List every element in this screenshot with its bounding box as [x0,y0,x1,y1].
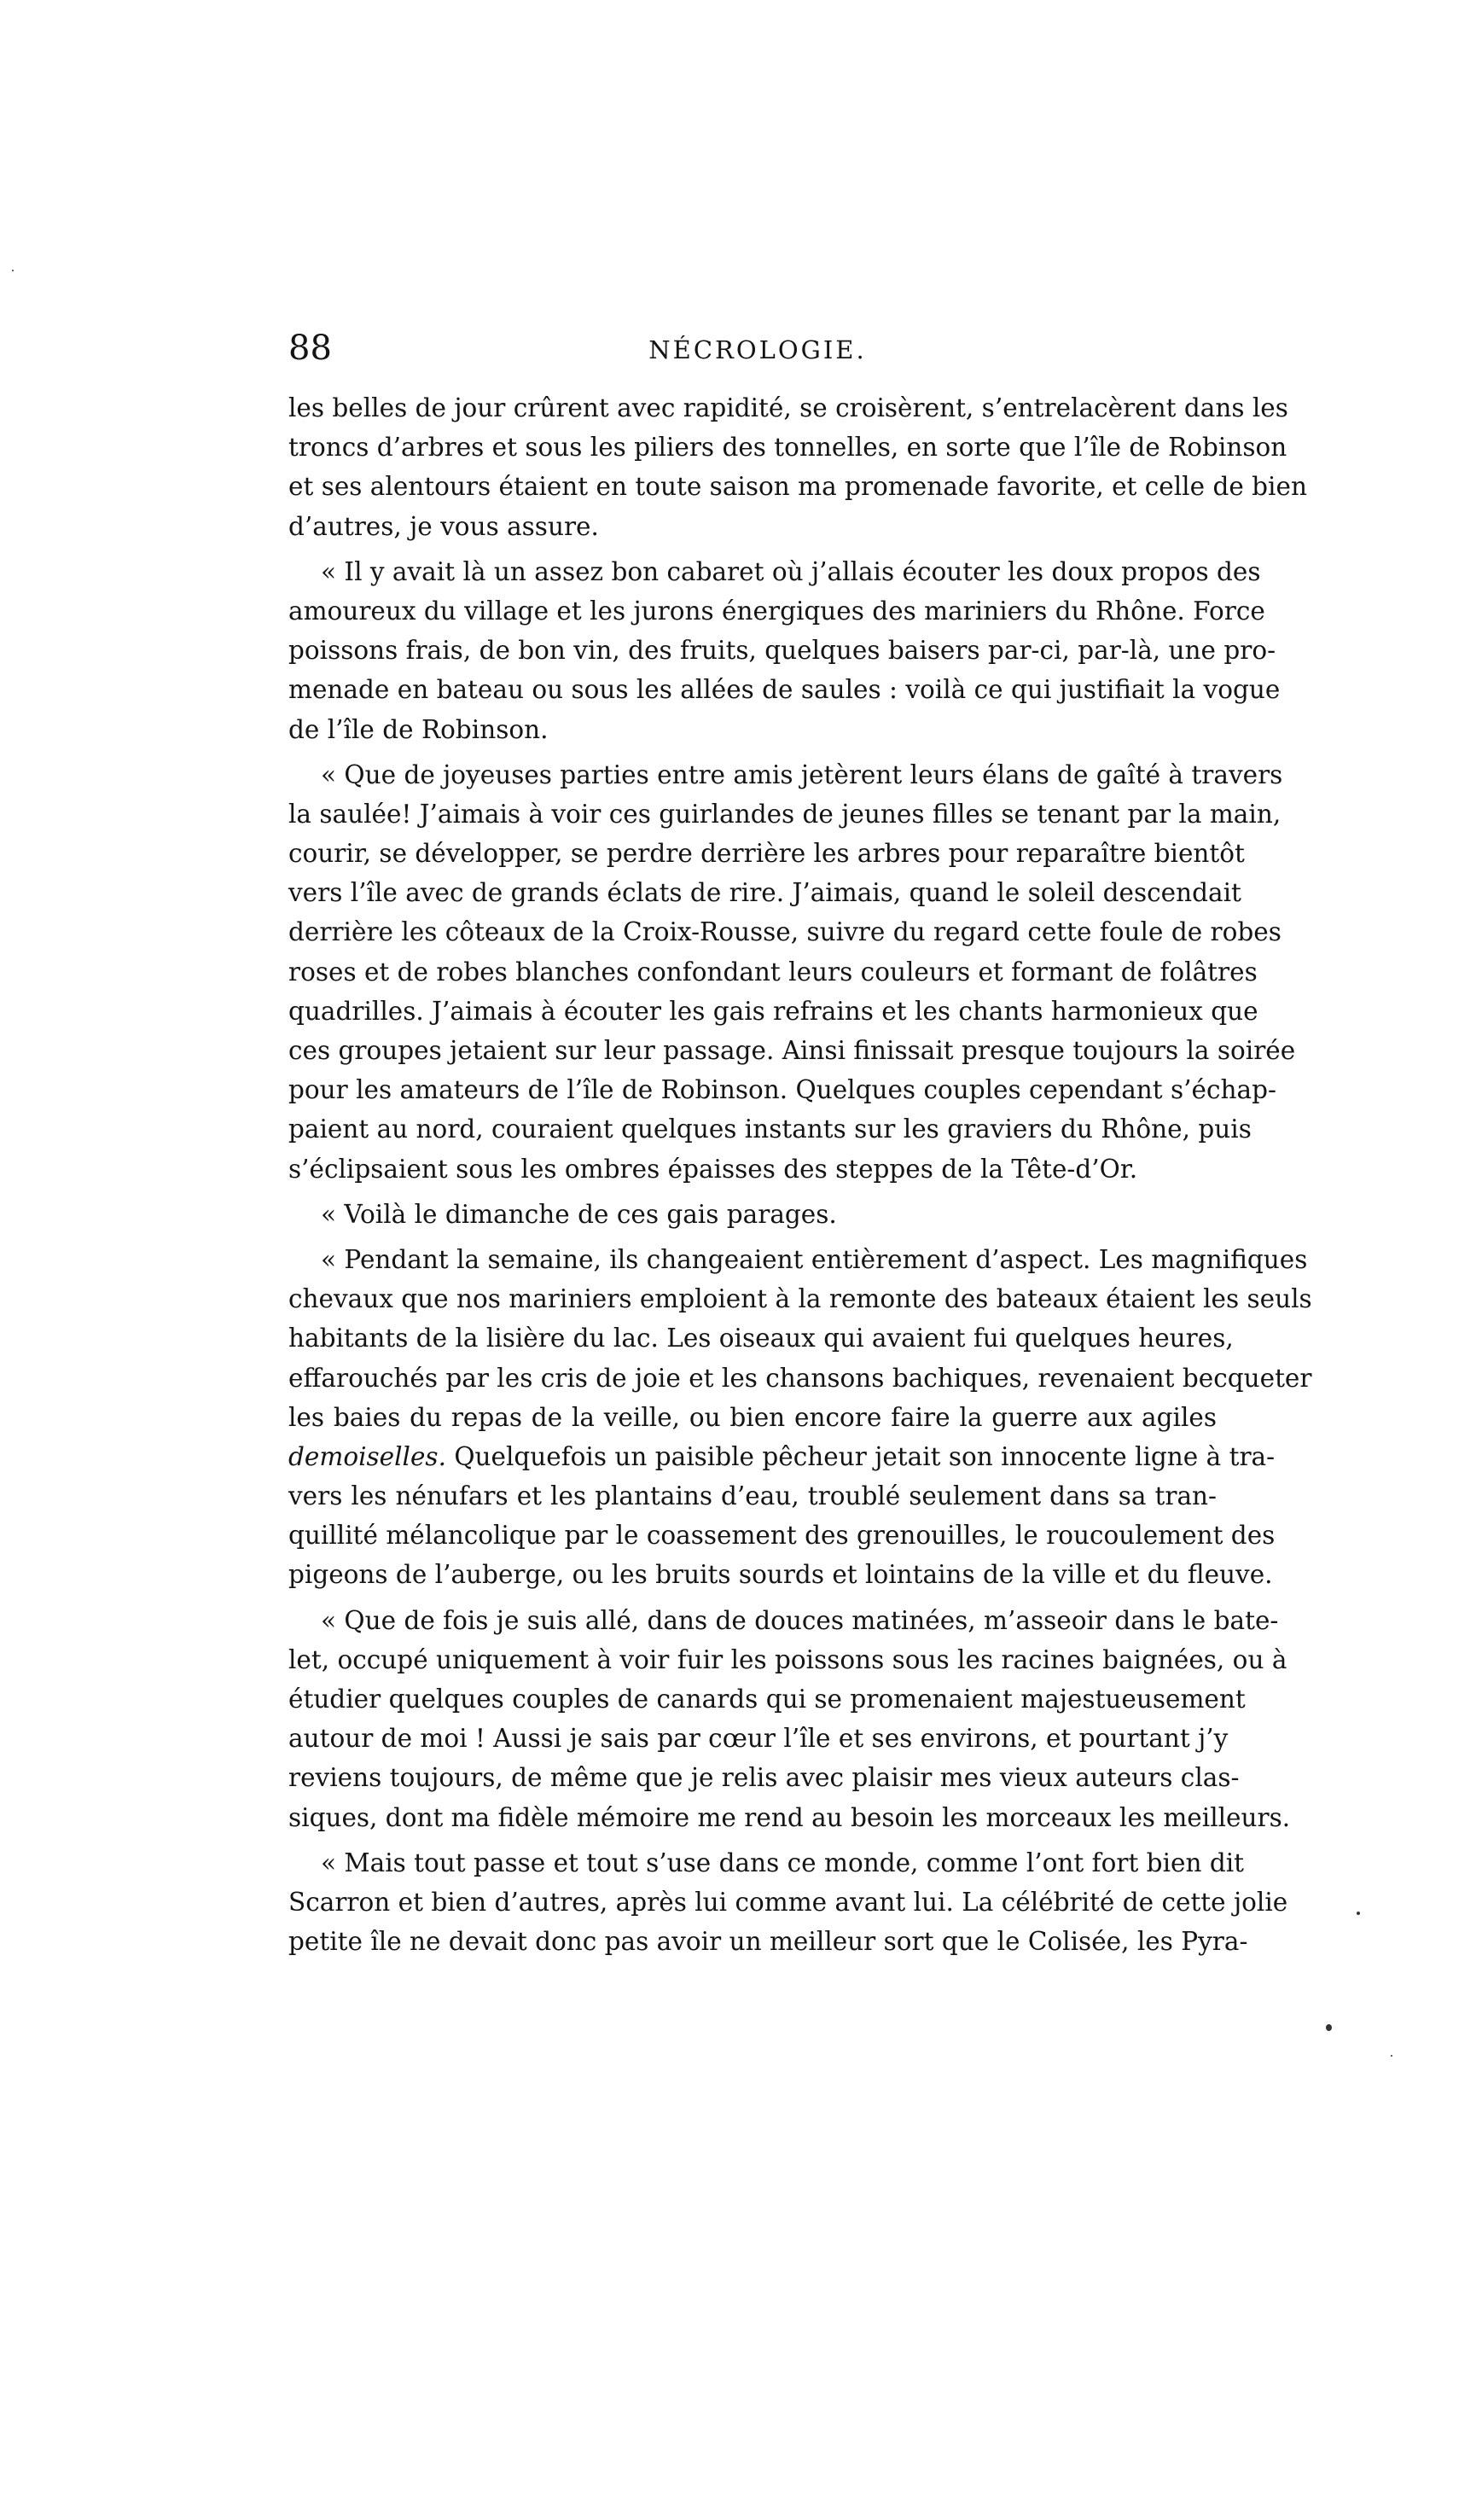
text-line: siques, dont ma fidèle mémoire me rend au besoin les morceaux les meilleurs. [288,1802,1291,1832]
text-line: Scarron et bien d’autres, après lui comme avant lui. La célébrité de cette jolie [288,1887,1288,1917]
text-line: let, occupé uniquement à voir fuir les poissons sous les racines baignées, ou à [288,1644,1287,1674]
text-line: pour les amateurs de l’île de Robinson. Quelques couples cependant s’échap- [288,1075,1276,1105]
italic-word: demoiselles. [288,1441,446,1471]
text-line: « Pendant la semaine, ils changeaient entièrement d’aspect. Les magnifiques [321,1244,1308,1274]
text-line: de l’île de Robinson. [288,714,549,744]
scan-speck [12,270,14,271]
text-line: « Que de joyeuses parties entre amis jetèrent leurs élans de gaîté à travers [321,759,1283,789]
text-line: paient au nord, couraient quelques instants sur les graviers du Rhône, puis [288,1115,1252,1144]
text-line: ces groupes jetaient sur leur passage. Ainsi finissait presque toujours la soirée [288,1036,1296,1065]
scan-speck [1326,2024,1332,2031]
text-line: effarouchés par les cris de joie et les chansons bachiques, revenaient becqueter [288,1363,1312,1393]
text-line: amoureux du village et les jurons énergiques des mariniers du Rhône. Force [288,596,1265,626]
text-line: « Il y avait là un assez bon cabaret où j’allais écouter les doux propos des [321,556,1261,586]
text-line: quillité mélancolique par le coassement des grenouilles, le roucoulement des [288,1521,1276,1551]
text-line: « Voilà le dimanche de ces gais parages. [321,1199,837,1229]
text-line-rest: Quelquefois un paisible pêcheur jetait son innocente ligne à tra- [445,1441,1276,1471]
text-line: chevaux que nos mariniers emploient à la remonte des bateaux étaient les seuls [288,1284,1312,1314]
text-line: roses et de robes blanches confondant leurs couleurs et formant de folâtres [288,957,1258,986]
text-line: étudier quelques couples de canards qui se promenaient majestueusement [288,1685,1246,1714]
text-line: vers l’île avec de grands éclats de rire. J’aimais, quand le soleil descendait [288,878,1241,908]
text-line: poissons frais, de bon vin, des fruits, quelques baisers par-ci, par-là, une pro- [288,636,1276,666]
scan-speck [1391,2055,1392,2057]
text-line: pigeons de l’auberge, ou les bruits sourds et lointains de la ville et du fleuve. [288,1560,1273,1590]
text-line: courir, se développer, se perdre derrière les arbres pour reparaître bientôt [288,839,1245,869]
scan-speck [1357,1912,1360,1915]
text-line: troncs d’arbres et sous les piliers des tonnelles, en sorte que l’île de Robinson [288,433,1287,463]
text-line: et ses alentours étaient en toute saison ma promenade favorite, et celle de bien [288,472,1307,502]
text-line: derrière les côteaux de la Croix-Rousse, suivre du regard cette foule de robes [288,917,1281,947]
text-line: s’éclipsaient sous les ombres épaisses des steppes de la Tête-d’Or. [288,1154,1138,1184]
text-line: autour de moi ! Aussi je sais par cœur l’île et ses environs, et pourtant j’y [288,1724,1229,1754]
text-line: les belles de jour crûrent avec rapidité, se croisèrent, s’entrelacèrent dans les [288,393,1288,422]
text-line: les baies du repas de la veille, ou bien encore faire la guerre aux agiles [288,1402,1217,1432]
text-line: quadrilles. J’aimais à écouter les gais refrains et les chants harmonieux que [288,996,1258,1026]
text-line: petite île ne devait donc pas avoir un meilleur sort que le Colisée, les Pyra- [288,1927,1248,1957]
text-line: « Mais tout passe et tout s’use dans ce monde, comme l’ont fort bien dit [321,1848,1245,1877]
text-line: reviens toujours, de même que je relis avec plaisir mes vieux auteurs clas- [288,1763,1240,1793]
page-number: 88 [288,329,332,368]
text-line: la saulée! J’aimais à voir ces guirlandes de jeunes filles se tenant par la main, [288,799,1281,829]
page-header [288,324,1227,372]
body-text [288,388,1312,1961]
text-line: menade en bateau ou sous les allées de saules : voilà ce qui justifiait la vogue [288,675,1281,705]
text-line: « Que de fois je suis allé, dans de douces matinées, m’asseoir dans le bate- [321,1605,1279,1635]
text-line-mixed [288,1437,1276,1476]
text-line: d’autres, je vous assure. [288,511,599,541]
running-title: NÉCROLOGIE. [648,335,867,364]
text-line: vers les nénufars et les plantains d’eau, troublé seulement dans sa tran- [288,1481,1217,1511]
text-line: habitants de la lisière du lac. Les oiseaux qui avaient fui quelques heures, [288,1324,1234,1353]
